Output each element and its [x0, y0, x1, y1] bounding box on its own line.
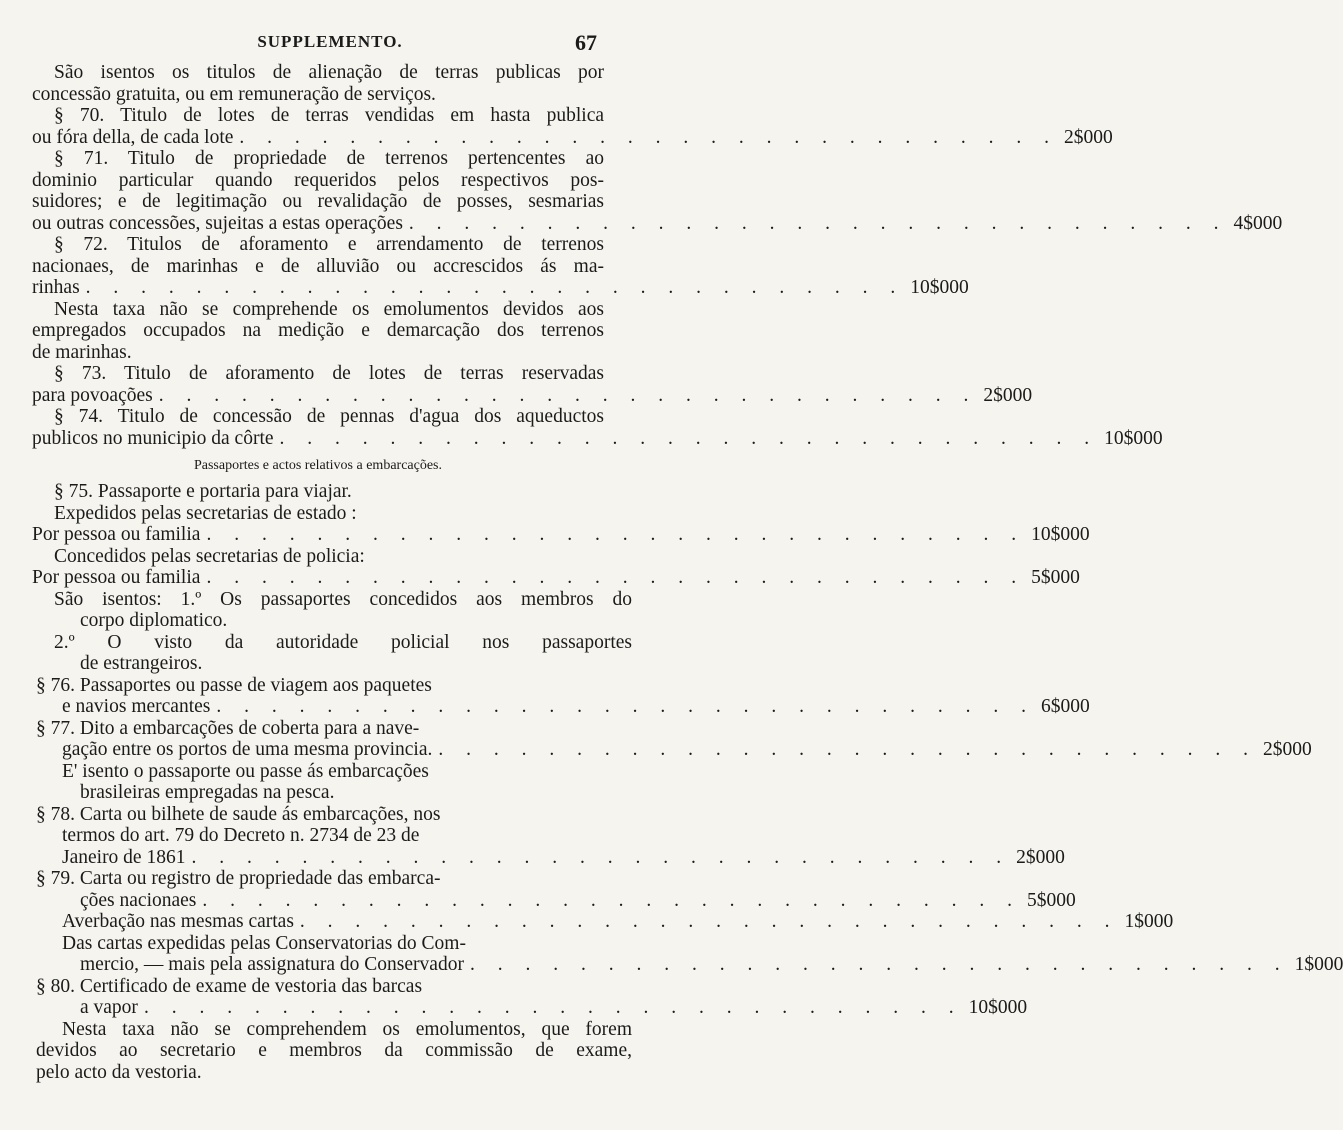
line-text: rinhas [32, 277, 80, 298]
text-line: § 79. Carta ou registro de propriedade das embarca- [36, 868, 441, 889]
text-line [32, 696, 1090, 718]
text-block-land-titles [32, 62, 1283, 449]
line-text: Averbação nas mesmas cartas [62, 911, 294, 932]
fee-amount: 2$000 [1064, 126, 1113, 148]
text-line: nacionaes, de marinhas e de alluvião ou accrescidos ás ma- [32, 255, 604, 277]
dot-leader: . . . . . . . . . . . . . . . . . . . . . . . . . . . . . . [239, 126, 1059, 148]
dot-leader: . . . . . . . . . . . . . . . . . . . . . . . . . . . . . . [158, 384, 978, 406]
fee-amount: 2$000 [1016, 846, 1065, 868]
dot-leader: . . . . . . . . . . . . . . . . . . . . . . . . . . . . . . [299, 911, 1119, 932]
line-text: ções nacionaes [80, 889, 197, 911]
text-block-passports [32, 481, 1343, 1083]
text-line: § 78. Carta ou bilhete de saude ás embarcações, nos [36, 803, 441, 825]
text-line [32, 911, 1174, 933]
text-line: devidos ao secretario e membros da commissão de exame, [36, 1040, 632, 1061]
dot-leader: . . . . . . . . . . . . . . . . . . . . . . . . . . . . . . [408, 212, 1228, 234]
text-line: § 74. Titulo de concessão de pennas d'agua dos aqueductos [54, 406, 604, 427]
text-line [32, 954, 1343, 976]
text-line [32, 739, 1312, 761]
line-text: mercio, — mais pela assignatura do Conservador [80, 954, 464, 975]
section-subheading: Passaportes e actos relativos a embarcações. [193, 458, 442, 473]
fee-amount: 4$000 [1233, 212, 1283, 234]
dot-leader: . . . . . . . . . . . . . . . . . . . . . . . . . . . . . . [469, 954, 1289, 975]
text-line: de marinhas. [32, 341, 132, 363]
text-line [32, 997, 1028, 1019]
running-head [0, 30, 693, 56]
fee-amount: 5$000 [1027, 889, 1076, 911]
page-body [32, 62, 1343, 1083]
text-line: de estrangeiros. [80, 653, 203, 674]
text-line [32, 427, 1163, 450]
line-text: gação entre os portos de uma mesma provincia. [62, 739, 433, 760]
text-line: § 80. Certificado de exame de vestoria das barcas [36, 975, 423, 997]
fee-amount: 2$000 [1263, 739, 1312, 760]
line-text: Por pessoa ou familia [32, 567, 201, 588]
text-line: São isentos os titulos de alienação de terras publicas por [54, 62, 604, 83]
text-line: termos do art. 79 do Decreto n. 2734 de 23 de [62, 825, 420, 846]
text-line: § 73. Titulo de aforamento de lotes de terras reservadas [54, 363, 604, 384]
fee-amount: 10$000 [1031, 524, 1090, 545]
text-line: Expedidos pelas secretarias de estado : [54, 502, 357, 524]
line-text: Por pessoa ou familia [32, 524, 201, 545]
fee-amount: 6$000 [1040, 696, 1090, 717]
dot-leader: . . . . . . . . . . . . . . . . . . . . . . . . . . . . . . [202, 889, 1022, 911]
fee-amount: 10$000 [1104, 427, 1163, 449]
dot-leader: . . . . . . . . . . . . . . . . . . . . . . . . . . . . . . [216, 696, 1035, 717]
text-line [32, 384, 1033, 407]
fee-amount: 1$000 [1294, 954, 1343, 975]
text-line: 2.º O visto da autoridade policial nos passaportes [54, 631, 632, 653]
fee-amount: 2$000 [983, 384, 1033, 406]
text-line: E' isento o passaporte ou passe ás embarcações [62, 760, 429, 782]
running-title: SUPPLEMENTO. [257, 32, 403, 51]
text-line: § 77. Dito a embarcações de coberta para a nave- [36, 717, 420, 739]
line-text: e navios mercantes [62, 696, 211, 717]
dot-leader: . . . . . . . . . . . . . . . . . . . . . . . . . . . . . . [191, 846, 1011, 868]
dot-leader: . . . . . . . . . . . . . . . . . . . . . . . . . . . . . . [279, 427, 1099, 449]
text-line: dominio particular quando requeridos pelos respectivos pos- [32, 169, 604, 191]
text-line: corpo diplomatico. [80, 610, 228, 631]
text-line: § 71. Titulo de propriedade de terrenos pertencentes ao [54, 148, 604, 169]
dot-leader: . . . . . . . . . . . . . . . . . . . . . . . . . . . . . . [85, 277, 905, 298]
dot-leader: . . . . . . . . . . . . . . . . . . . . . . . . . . . . . . [143, 997, 963, 1018]
line-text: Janeiro de 1861 [62, 846, 186, 868]
fee-amount: 1$000 [1124, 911, 1174, 932]
text-line: Nesta taxa não se comprehendem os emolumentos, que forem [62, 1018, 632, 1040]
fee-amount: 10$000 [968, 997, 1028, 1018]
text-line: São isentos: 1.º Os passaportes concedidos aos membros do [54, 588, 632, 610]
text-line: § 76. Passaportes ou passe de viagem aos paquetes [36, 674, 432, 696]
text-line: § 75. Passaporte e portaria para viajar. [54, 481, 352, 502]
line-text: a vapor [80, 997, 138, 1018]
line-text: ou outras concessões, sujeitas a estas operações [32, 212, 403, 234]
text-line [32, 567, 1080, 589]
fee-amount: 5$000 [1031, 567, 1080, 588]
text-line: § 70. Titulo de lotes de terras vendidas em hasta publica [54, 105, 604, 126]
text-line [32, 524, 1090, 546]
text-line: brasileiras empregadas na pesca. [80, 782, 335, 803]
text-line: Concedidos pelas secretarias de policia: [54, 545, 365, 567]
dot-leader: . . . . . . . . . . . . . . . . . . . . . . . . . . . . . . [438, 739, 1258, 760]
text-line: § 72. Titulos de aforamento e arrendamento de terrenos [54, 234, 604, 255]
text-line [32, 846, 1065, 869]
text-line: suidores; e de legitimação ou revalidação de posses, sesmarias [32, 191, 604, 212]
text-line: pelo acto da vestoria. [36, 1061, 202, 1083]
line-text: ou fóra della, de cada lote [32, 126, 234, 148]
line-text: para povoações [32, 384, 153, 406]
dot-leader: . . . . . . . . . . . . . . . . . . . . . . . . . . . . . . [206, 524, 1026, 545]
text-line: Das cartas expedidas pelas Conservatorias do Com- [62, 932, 466, 954]
text-line [32, 277, 969, 299]
text-line [32, 889, 1076, 912]
page-number: 67 [575, 30, 597, 55]
text-line: Nesta taxa não se comprehende os emolumentos devidos aos [54, 298, 604, 320]
line-text: publicos no municipio da côrte [32, 427, 274, 449]
dot-leader: . . . . . . . . . . . . . . . . . . . . . . . . . . . . . . [206, 567, 1026, 588]
text-line: empregados occupados na medição e demarcação dos terrenos [32, 320, 604, 341]
fee-amount: 10$000 [910, 277, 969, 298]
text-line [32, 212, 1283, 235]
text-line [32, 126, 1113, 149]
text-line: concessão gratuita, ou em remuneração de serviços. [32, 83, 436, 105]
